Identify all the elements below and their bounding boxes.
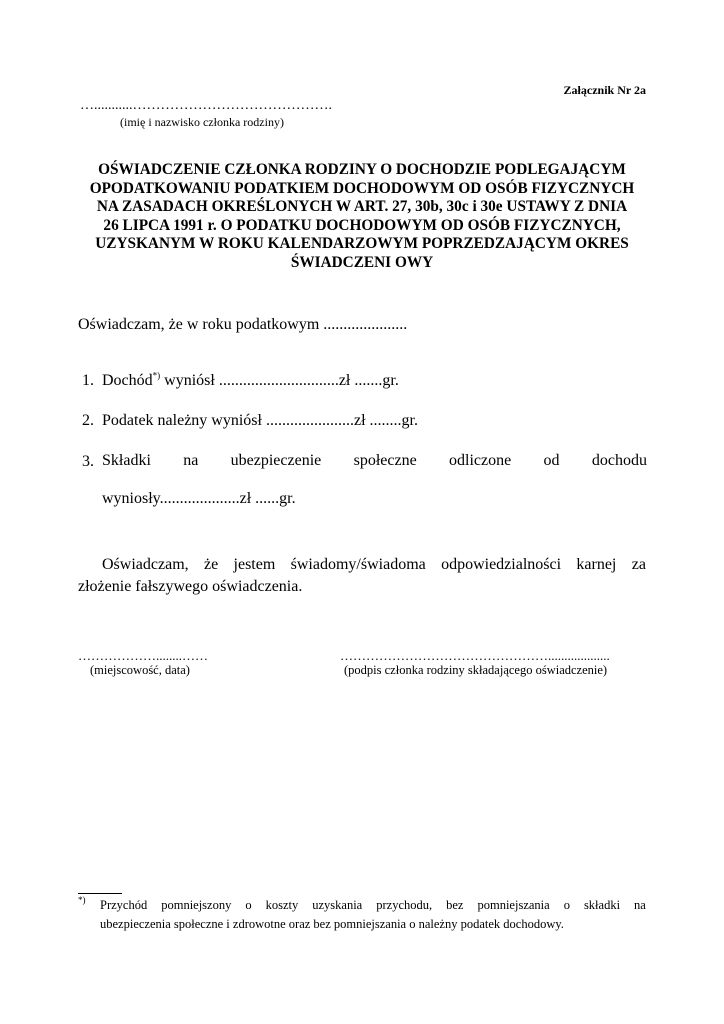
word: pomniejszony [161,898,232,912]
item-number: 2. [82,412,94,429]
contributions-line [102,452,647,470]
signature-caption: (podpis członka rodziny składającego oświadczenie) [344,663,608,677]
title-line: 26 LIPCA 1991 r. O PODATKU DOCHODOWYM OD OSÓB FIZYCZNYCH, [103,216,621,234]
word: koszty [265,898,299,912]
item-number: 1. [82,372,94,389]
footnote-reference: *) [152,370,161,381]
name-fill-line: …...........……………………………………. [80,98,332,113]
tax-due-line: Podatek należny wyniósł ......................zł ........gr. [102,412,418,429]
liability-statement [78,554,646,598]
annex-label: Załącznik Nr 2a [563,83,646,97]
word: dochodu [591,452,647,469]
title-line: OPODATKOWANIU PODATKIEM DOCHODOWYM OD OSÓB FIZYCZNYCH [89,179,635,197]
statement-line [78,554,646,576]
document-title [70,161,654,272]
footnote-mark: *) [78,895,86,905]
income-label: Dochód [102,372,153,389]
signature-fill-line: …………………………………………................... [340,648,610,663]
word: od [543,452,560,469]
statement-line: złożenie fałszywego oświadczenia. [78,578,303,595]
title-line: NA ZASADACH OKREŚLONYCH W ART. 27, 30b, 30c i 30e USTAWY Z DNIA [96,198,628,215]
list-item-income [82,372,399,390]
word: że [203,556,219,573]
word: przychodu, [376,898,433,912]
word: świadomy/świadoma [290,556,426,573]
list-item-contributions [82,453,647,470]
word: na [183,452,199,469]
word: odpowiedzialności [441,556,562,573]
word: Przychód [100,898,148,912]
title-line: ŚWIADCZENI OWY [290,253,434,271]
title-line: OŚWIADCZENIE CZŁONKA RODZINY O DOCHODZIE PODLEGAJĄCYM [98,161,626,178]
place-date-caption: (miejscowość, data) [90,663,190,677]
tax-year-statement: Oświadczam, że w roku podatkowym ..................... [78,316,408,333]
word: jestem [233,556,276,573]
income-value-line: wyniósł ..............................zł .......gr. [160,372,399,389]
contributions-value-line: wyniosły....................zł ......gr. [102,490,296,507]
footnote-separator [78,893,122,894]
word: pomniejszania [477,898,550,912]
place-date-fill-line: ………………........…… [78,648,208,663]
list-item-tax-due [82,412,418,430]
word: bez [446,898,464,912]
footnote-line: ubezpieczenia społeczne i zdrowotne oraz bez pomniejszania o należny podatek dochodowy. [100,917,564,931]
word: odliczone [449,452,512,469]
word: o [563,898,570,912]
word: o [245,898,252,912]
word: społeczne [353,452,417,469]
word: karnej [576,556,617,573]
word: Oświadczam, [102,556,189,573]
word: uzyskania [312,898,363,912]
item-number: 3. [82,453,94,470]
word: ubezpieczenie [230,452,322,469]
title-line: UZYSKANYM W ROKU KALENDARZOWYM POPRZEDZAJĄCYM OKRES [95,235,629,252]
word: Składki [102,452,151,469]
word: za [631,556,646,573]
name-caption: (imię i nazwisko członka rodziny) [120,115,284,129]
word: składki [583,898,621,912]
footnote-text [100,896,646,934]
footnote-line [100,896,646,915]
word: na [634,898,646,912]
